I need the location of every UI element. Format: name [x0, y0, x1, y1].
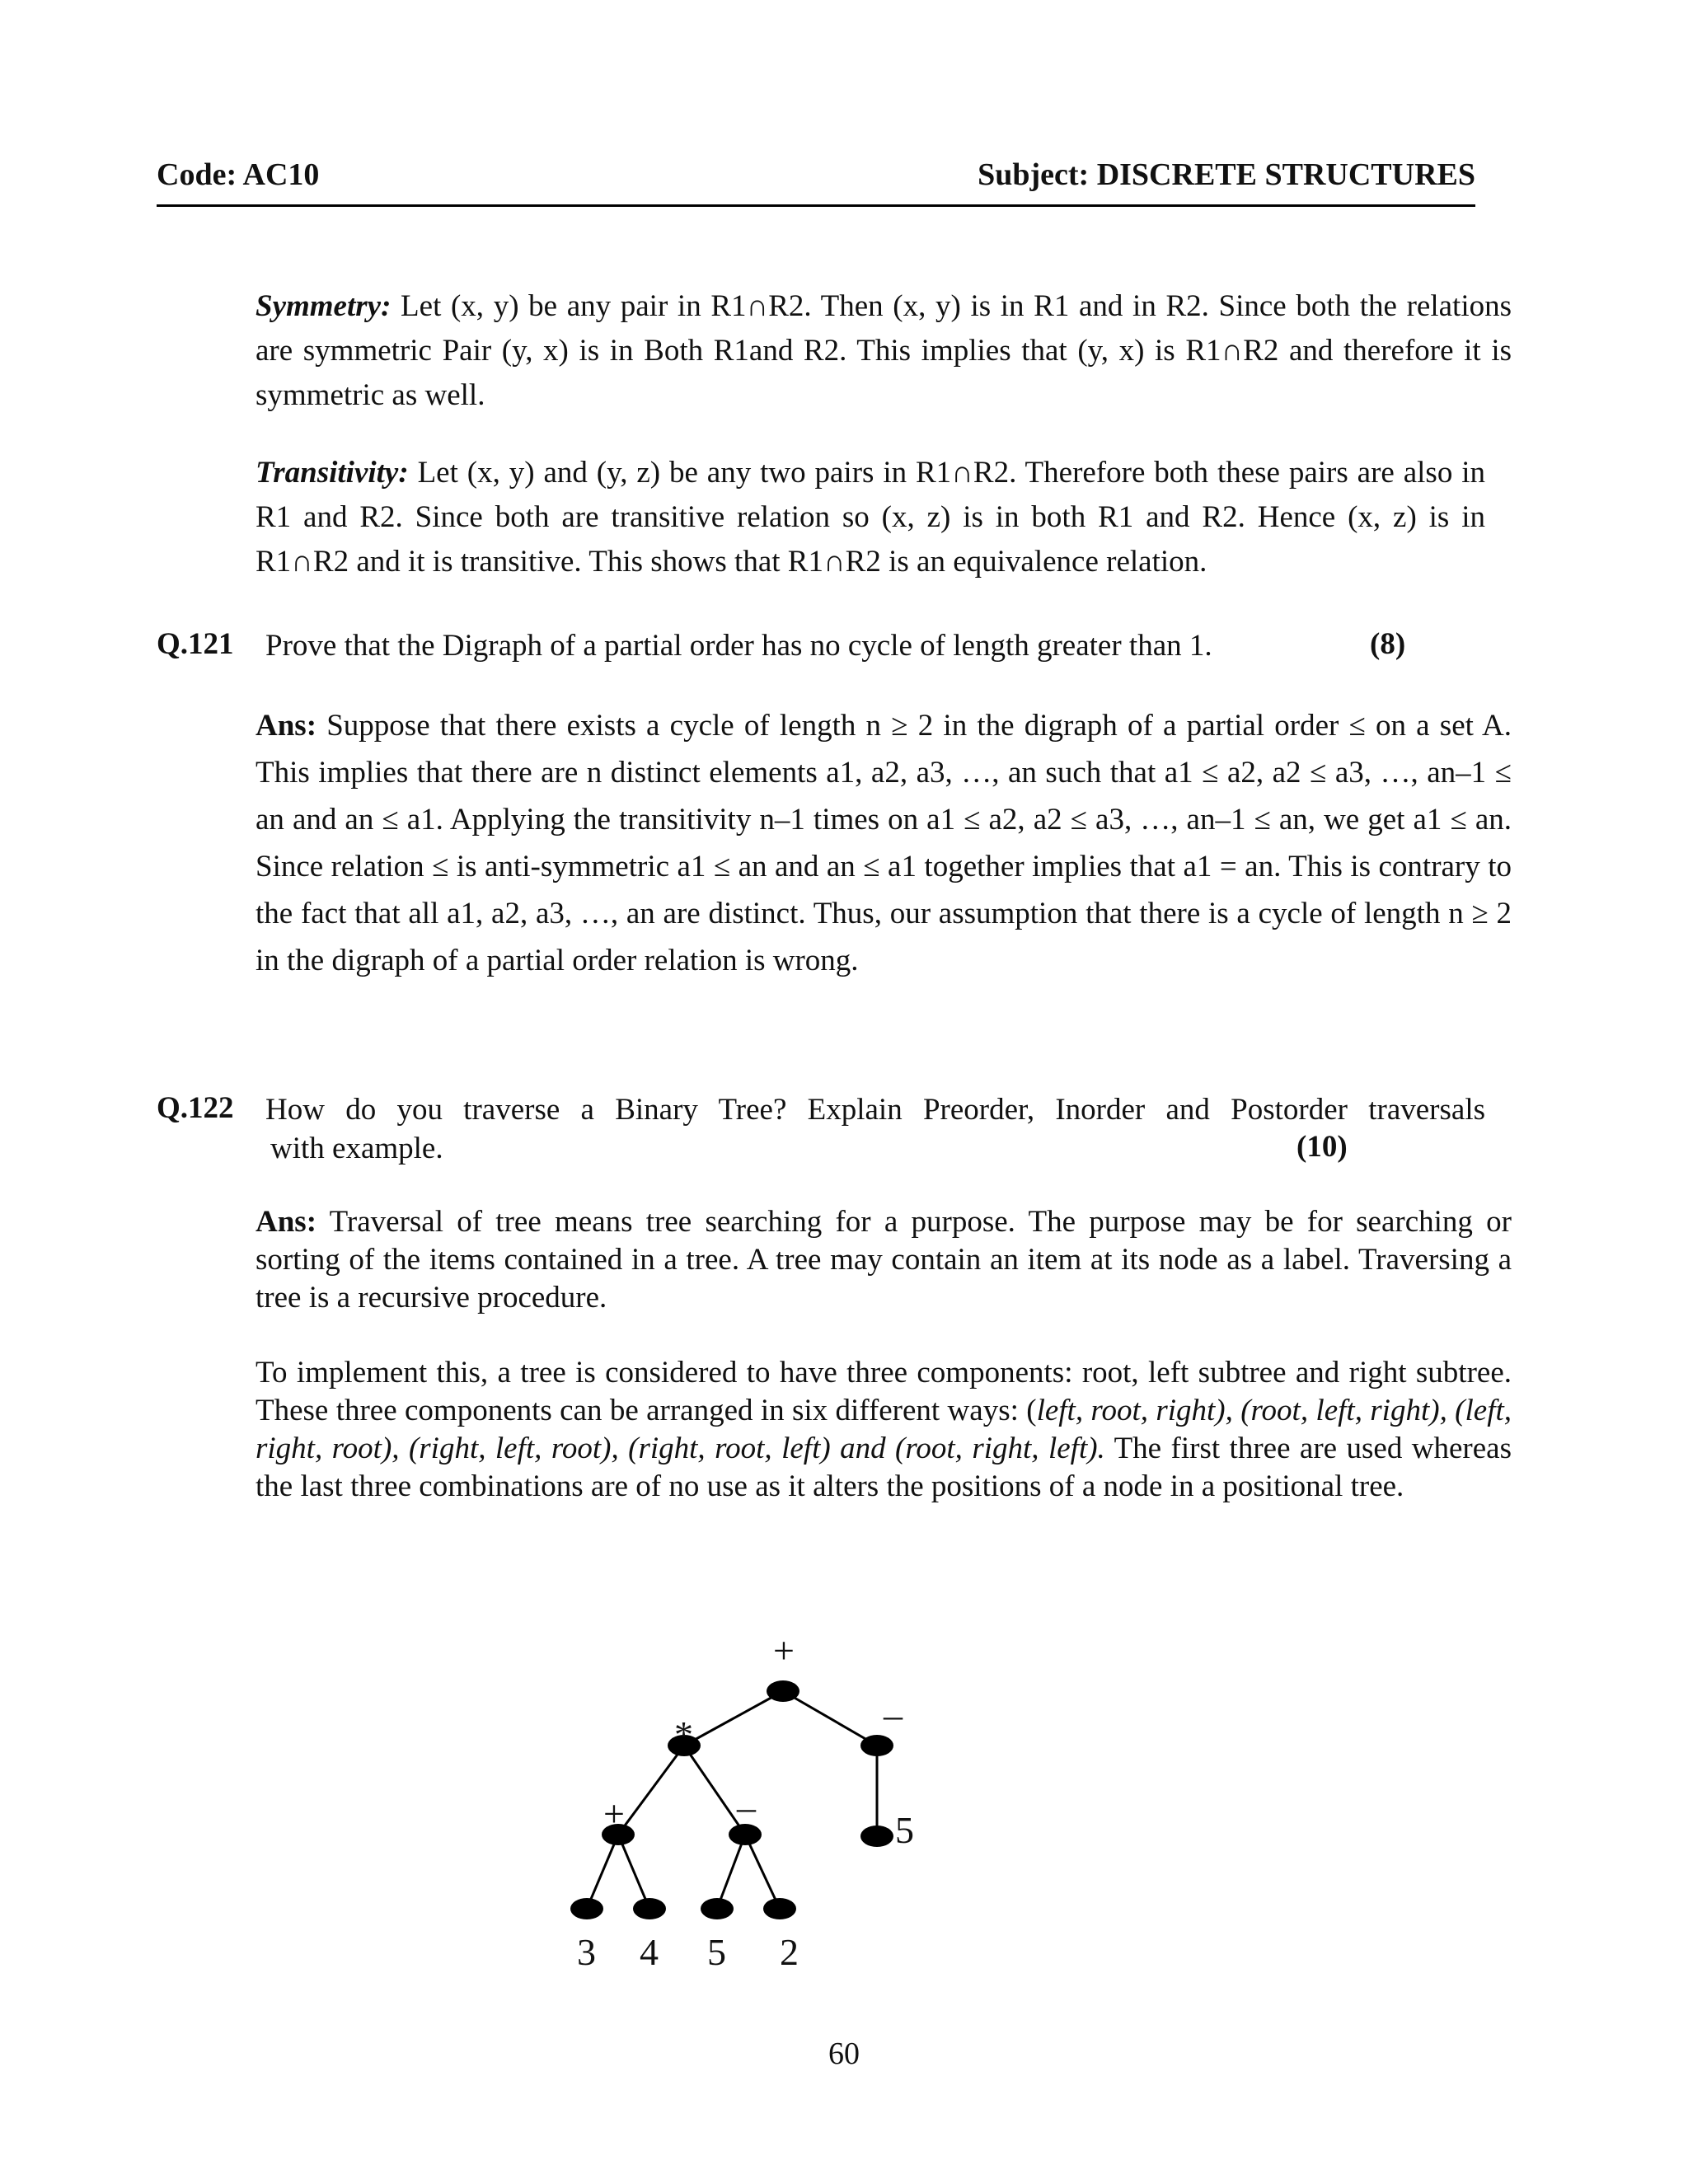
edge-mul-minus: [684, 1746, 745, 1835]
expression-tree-diagram: [528, 1615, 956, 1978]
edge-root-mul: [684, 1691, 783, 1746]
label-leaf-2: 2: [780, 1931, 799, 1973]
q121-question: Prove that the Digraph of a partial order has no cycle of length greater than 1.: [265, 629, 1212, 663]
q122-answer-p2-italic: left, root, right), (root, left, right), (left, right, root), (right, left, root), (right, root, left) and (root, right, left).: [256, 1394, 1512, 1465]
node-leaf-2: [763, 1898, 796, 1919]
transitivity-paragraph: [256, 451, 1485, 584]
q122-answer-p2-start: To implement this, a tree is considered to have three components: root, left subtree and right subtree. These three components can be arranged in six different ways: (: [256, 1356, 1512, 1427]
symmetry-label: Symmetry:: [256, 289, 392, 323]
symmetry-paragraph: [256, 284, 1512, 418]
q122-answer-p2: [256, 1354, 1512, 1506]
label-minus-right: –: [884, 1694, 903, 1736]
node-leaf-5: [701, 1898, 734, 1919]
edge-minus-2: [745, 1835, 780, 1909]
label-plus: +: [603, 1793, 625, 1835]
tree-edges: [587, 1691, 877, 1909]
q122-ans-label: Ans:: [256, 1205, 317, 1239]
code-label: Code: AC10: [157, 157, 320, 192]
label-mul: *: [674, 1713, 693, 1755]
q122-question-line2: with example.: [270, 1132, 443, 1165]
q121-answer-text: Suppose that there exists a cycle of length n ≥ 2 in the digraph of a partial order ≤ on a set A. This implies that there are n distinct elements a1, a2, a3, …, an such that a1 ≤ a2, a2 ≤ a3, …, an–1 ≤ an and an ≤ a1. Applying the transitivity n–1 times on a1 ≤ a2, a2 ≤ a3, …, an–1 ≤ an, we get a1 ≤ an. Since relation ≤ is anti-symmetric a1 ≤ an and an ≤ a1 together implies that a1 = an. This is contrary to the fact that all a1, a2, a3, …, an are distinct. Thus, our assumption that there is a cycle of length n ≥ 2 in the digraph of a partial order relation is wrong.: [256, 709, 1512, 977]
q121-marks: (8): [1370, 627, 1406, 661]
edge-root-minus: [783, 1691, 877, 1746]
node-leaf-3: [570, 1898, 603, 1919]
q122-answer-p2-end: The first three are used whereas the last three combinations are of no use as it alters the positions of a node in a positional tree.: [256, 1432, 1512, 1503]
label-leaf-3: 3: [577, 1931, 596, 1973]
q122-number: Q.122: [157, 1091, 234, 1125]
node-minus-right: [860, 1735, 893, 1756]
node-leaf-4: [633, 1898, 666, 1919]
q121-ans-label: Ans:: [256, 709, 317, 743]
q121-number: Q.121: [157, 627, 234, 661]
label-root: +: [773, 1629, 795, 1671]
label-five-right: 5: [895, 1809, 914, 1851]
label-leaf-5: 5: [707, 1931, 726, 1973]
transitivity-text: Let (x, y) and (y, z) be any two pairs in R1∩R2. Therefore both these pairs are also in R1 and R2. Since both are transitive relation so (x, z) is in both R1 and R2. Hence (x, z) is in R1∩R2 and it is transitive. This shows that R1∩R2 is an equivalence relation.: [256, 456, 1486, 579]
subject-label: Subject: DISCRETE STRUCTURES: [978, 157, 1475, 192]
edge-plus-4: [618, 1835, 649, 1909]
tree-labels: [577, 1629, 914, 1973]
transitivity-label: Transitivity:: [256, 456, 409, 490]
header-rule: [157, 204, 1475, 207]
q122-question-line1: How do you traverse a Binary Tree? Explain Preorder, Inorder and Postorder traversals: [265, 1093, 1485, 1127]
q122-answer-p1-text: Traversal of tree means tree searching for a purpose. The purpose may be for searching or sorting of the items contained in a tree. A tree may contain an item at its node as a label. Traversing a tree is a recursive procedure.: [256, 1205, 1512, 1315]
edge-plus-3: [587, 1835, 618, 1909]
edge-mul-plus: [618, 1746, 684, 1835]
page-number: 60: [828, 2036, 860, 2071]
edge-minus-5: [717, 1835, 745, 1909]
node-five-right: [860, 1825, 893, 1847]
q122-marks: (10): [1296, 1130, 1348, 1164]
q121-answer: [256, 702, 1512, 984]
label-minus-mid: –: [737, 1786, 756, 1828]
label-leaf-4: 4: [640, 1931, 659, 1973]
symmetry-text: Let (x, y) be any pair in R1∩R2. Then (x, y) is in R1 and in R2. Since both the relations are symmetric Pair (y, x) is in Both R1and R2. This implies that (y, x) is R1∩R2 and therefore it is symmetric as well.: [256, 289, 1512, 412]
node-root: [767, 1680, 799, 1702]
q122-answer-p1: [256, 1203, 1512, 1317]
